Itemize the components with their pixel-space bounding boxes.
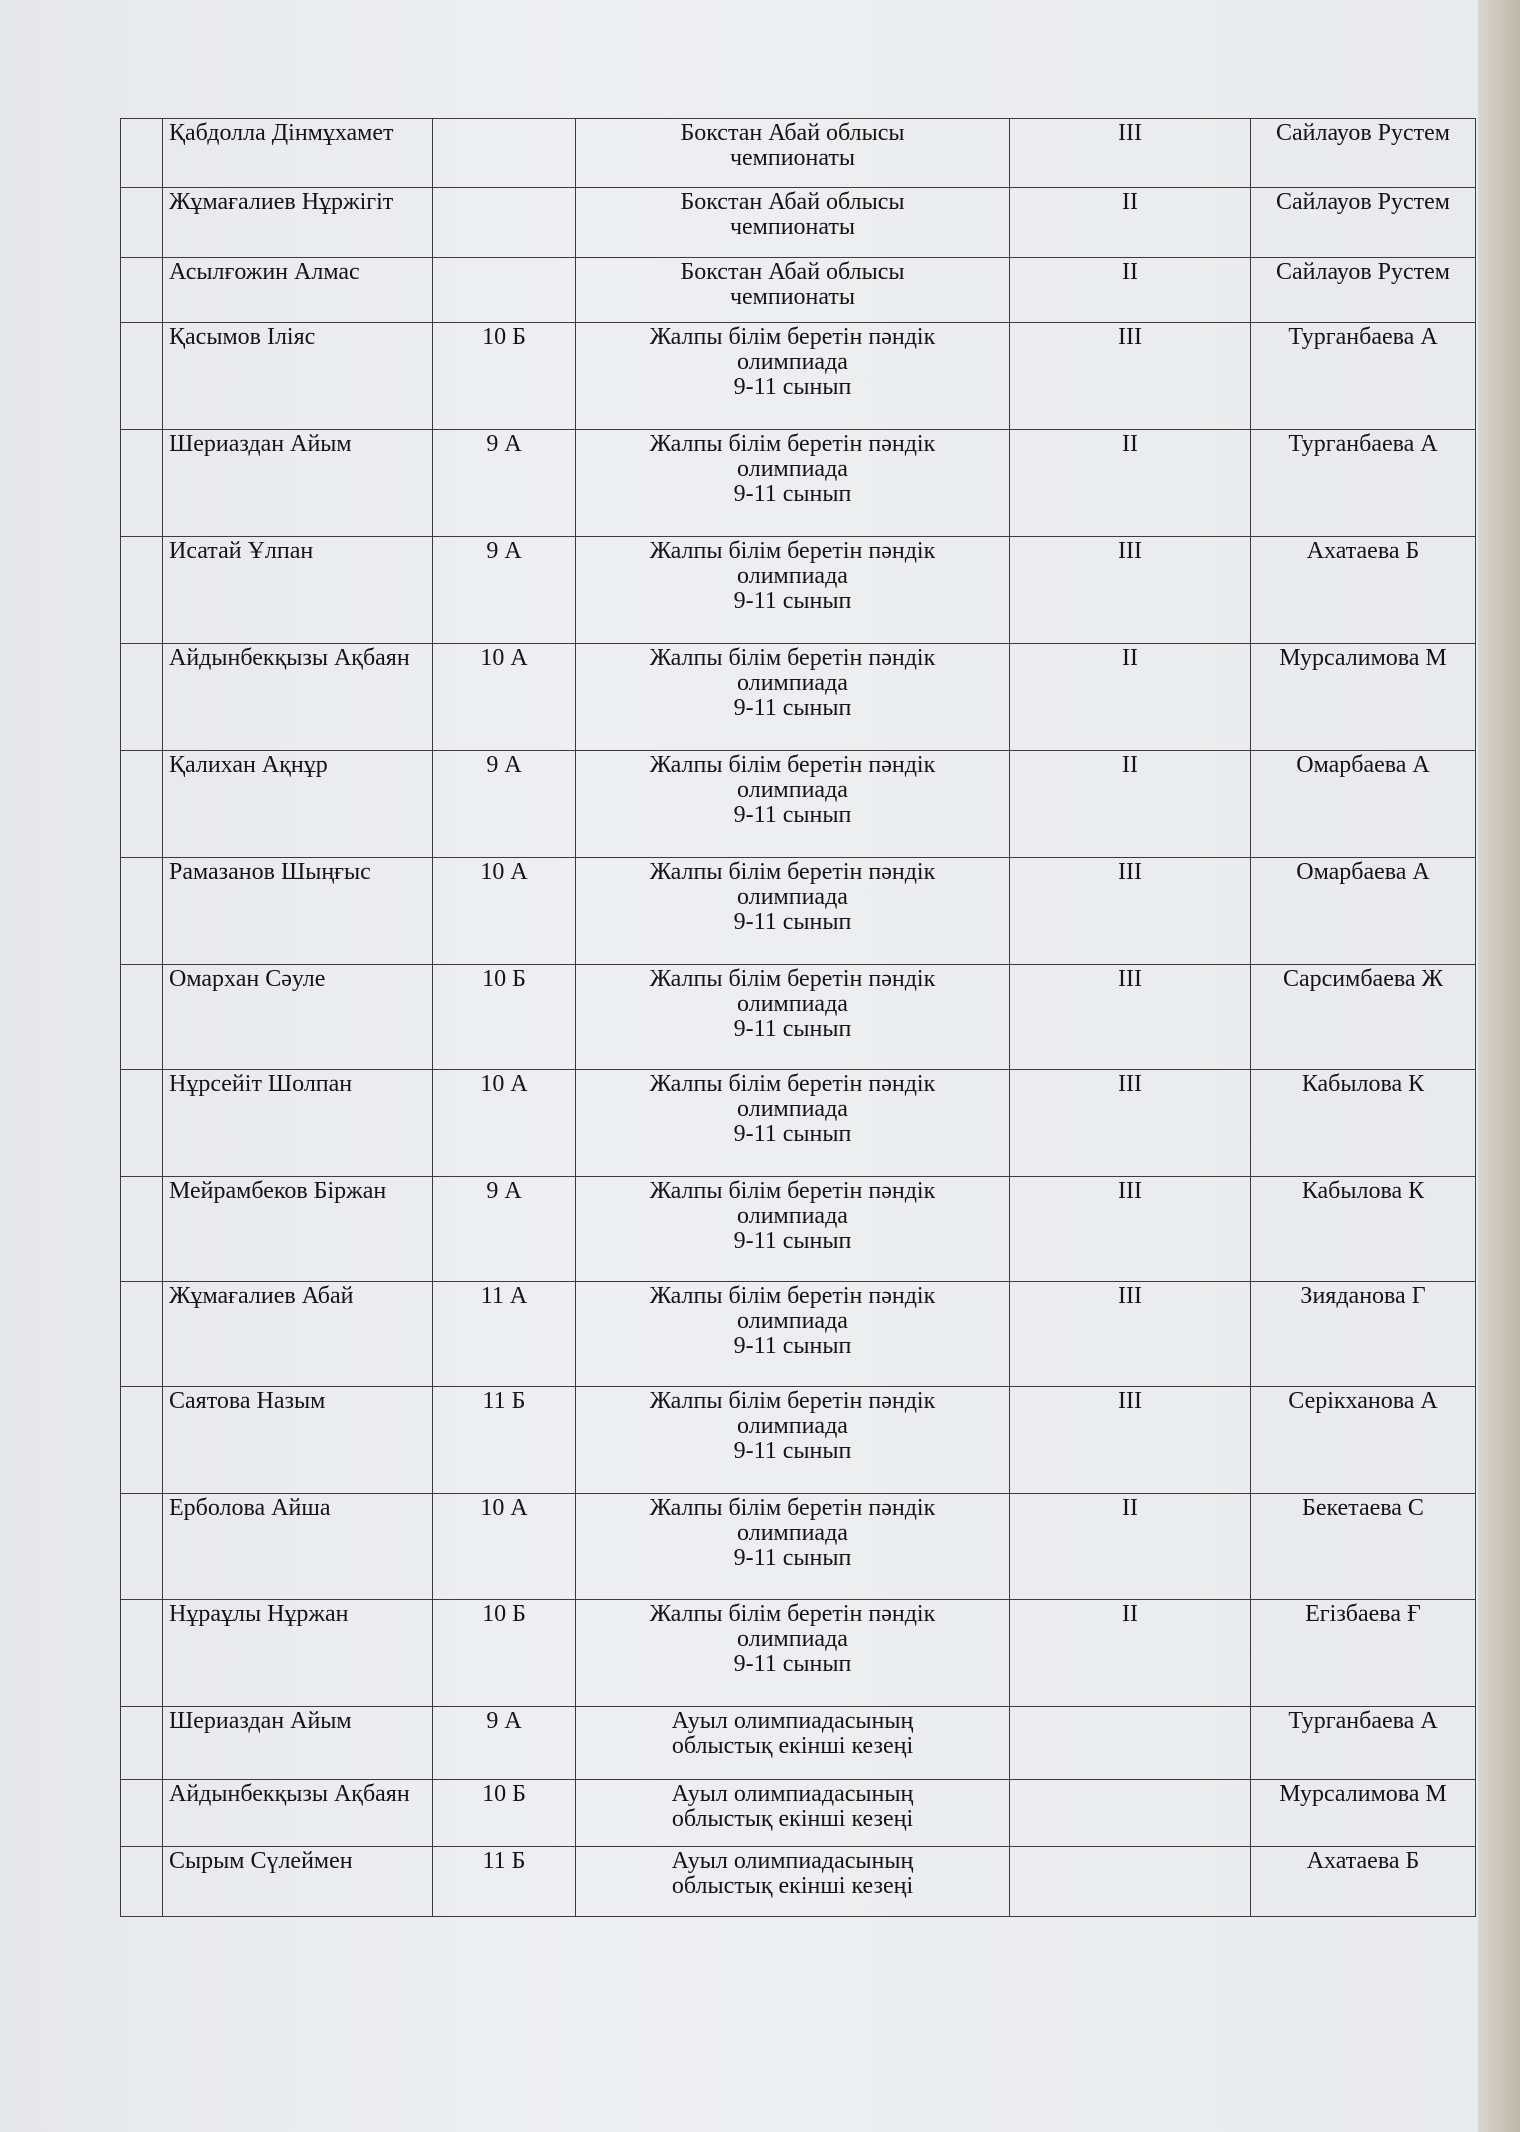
table-row (121, 751, 1476, 858)
event-cell (576, 965, 1010, 1070)
event-cell (576, 323, 1010, 430)
event-line: олимпиада (737, 1096, 848, 1122)
class-cell: 9 А (433, 537, 576, 644)
event-line: Жалпы білім беретін пәндік (649, 324, 936, 350)
teacher-cell: Сайлауов Рустем (1251, 258, 1476, 323)
place-cell: II (1010, 258, 1251, 323)
place-cell (1010, 1707, 1251, 1780)
event-line: олимпиада (737, 777, 848, 803)
event-line: 9-11 сынып (733, 1121, 852, 1147)
event-line: Жалпы білім беретін пәндік (649, 859, 936, 885)
class-cell: 11 Б (433, 1847, 576, 1917)
student-name: Қабдолла Дінмұхамет (163, 119, 433, 188)
index-cell (121, 1707, 163, 1780)
index-cell (121, 965, 163, 1070)
event-cell (576, 1600, 1010, 1707)
results-table (120, 118, 1476, 1917)
table-row (121, 858, 1476, 965)
teacher-cell: Турганбаева А (1251, 430, 1476, 537)
event-line: 9-11 сынып (733, 802, 852, 828)
table-row (121, 1387, 1476, 1494)
teacher-cell: Сайлауов Рустем (1251, 188, 1476, 258)
place-cell: II (1010, 1600, 1251, 1707)
student-name: Асылғожин Алмас (163, 258, 433, 323)
event-line: облыстық екінші кезеңі (671, 1733, 914, 1759)
teacher-cell: Турганбаева А (1251, 323, 1476, 430)
teacher-cell: Ахатаева Б (1251, 1847, 1476, 1917)
event-line: олимпиада (737, 563, 848, 589)
class-cell (433, 258, 576, 323)
student-name: Айдынбекқызы Ақбаян (163, 1780, 433, 1847)
place-cell: II (1010, 1494, 1251, 1600)
index-cell (121, 430, 163, 537)
event-cell (576, 1494, 1010, 1600)
event-cell (576, 537, 1010, 644)
event-line: Жалпы білім беретін пәндік (649, 1388, 936, 1414)
event-line: Жалпы білім беретін пәндік (649, 431, 936, 457)
index-cell (121, 188, 163, 258)
place-cell: III (1010, 537, 1251, 644)
place-cell (1010, 1780, 1251, 1847)
event-cell (576, 1387, 1010, 1494)
place-cell: III (1010, 858, 1251, 965)
event-cell (576, 1070, 1010, 1177)
place-cell: III (1010, 1387, 1251, 1494)
place-cell: II (1010, 644, 1251, 751)
event-line: Жалпы білім беретін пәндік (649, 1495, 936, 1521)
index-cell (121, 1847, 163, 1917)
teacher-cell: Омарбаева А (1251, 751, 1476, 858)
teacher-cell: Кабылова К (1251, 1177, 1476, 1282)
event-cell (576, 644, 1010, 751)
student-name: Рамазанов Шыңғыс (163, 858, 433, 965)
event-cell (576, 1282, 1010, 1387)
event-line: 9-11 сынып (733, 909, 852, 935)
index-cell (121, 1600, 163, 1707)
event-line: 9-11 сынып (733, 374, 852, 400)
table-row (121, 965, 1476, 1070)
place-cell (1010, 1847, 1251, 1917)
table-row (121, 188, 1476, 258)
table-row (121, 1847, 1476, 1917)
event-line: 9-11 сынып (733, 481, 852, 507)
teacher-cell: Мурсалимова М (1251, 644, 1476, 751)
class-cell: 11 Б (433, 1387, 576, 1494)
teacher-cell: Егізбаева Ғ (1251, 1600, 1476, 1707)
event-line: чемпионаты (729, 145, 856, 171)
page-stack-edge (1478, 0, 1520, 2132)
event-line: Ауыл олимпиадасының (671, 1781, 914, 1807)
table-row (121, 1070, 1476, 1177)
teacher-cell: Кабылова К (1251, 1070, 1476, 1177)
student-name: Исатай Ұлпан (163, 537, 433, 644)
class-cell: 9 А (433, 430, 576, 537)
student-name: Шериаздан Айым (163, 1707, 433, 1780)
index-cell (121, 119, 163, 188)
index-cell (121, 644, 163, 751)
event-line: олимпиада (737, 1203, 848, 1229)
teacher-cell: Сарсимбаева Ж (1251, 965, 1476, 1070)
event-cell (576, 119, 1010, 188)
student-name: Қасымов Іліяс (163, 323, 433, 430)
student-name: Жұмағалиев Абай (163, 1282, 433, 1387)
index-cell (121, 1494, 163, 1600)
event-line: олимпиада (737, 1308, 848, 1334)
student-name: Омархан Сәуле (163, 965, 433, 1070)
event-line: чемпионаты (729, 214, 856, 240)
event-line: Жалпы білім беретін пәндік (649, 966, 936, 992)
event-line: чемпионаты (729, 284, 856, 310)
teacher-cell: Турганбаева А (1251, 1707, 1476, 1780)
class-cell: 10 А (433, 858, 576, 965)
student-name: Нұраұлы Нұржан (163, 1600, 433, 1707)
event-cell (576, 751, 1010, 858)
student-name: Жұмағалиев Нұржігіт (163, 188, 433, 258)
teacher-cell: Бекетаева С (1251, 1494, 1476, 1600)
place-cell: III (1010, 1282, 1251, 1387)
index-cell (121, 258, 163, 323)
event-cell (576, 1847, 1010, 1917)
teacher-cell: Ахатаева Б (1251, 537, 1476, 644)
class-cell: 10 Б (433, 1600, 576, 1707)
event-cell (576, 858, 1010, 965)
table-row (121, 323, 1476, 430)
index-cell (121, 323, 163, 430)
place-cell: III (1010, 1070, 1251, 1177)
event-line: Жалпы білім беретін пәндік (649, 645, 936, 671)
event-line: Жалпы білім беретін пәндік (649, 1071, 936, 1097)
event-line: Жалпы білім беретін пәндік (649, 1601, 936, 1627)
table-row (121, 1707, 1476, 1780)
event-line: олимпиада (737, 670, 848, 696)
event-line: Жалпы білім беретін пәндік (649, 1283, 936, 1309)
event-line: 9-11 сынып (733, 1333, 852, 1359)
event-line: 9-11 сынып (733, 588, 852, 614)
place-cell: III (1010, 1177, 1251, 1282)
event-line: Ауыл олимпиадасының (671, 1708, 914, 1734)
event-cell (576, 430, 1010, 537)
class-cell: 10 А (433, 644, 576, 751)
student-name: Нұрсейіт Шолпан (163, 1070, 433, 1177)
table-row (121, 1600, 1476, 1707)
teacher-cell: Зияданова Г (1251, 1282, 1476, 1387)
class-cell: 9 А (433, 1707, 576, 1780)
event-cell (576, 1707, 1010, 1780)
class-cell (433, 119, 576, 188)
event-line: Жалпы білім беретін пәндік (649, 538, 936, 564)
class-cell: 10 А (433, 1494, 576, 1600)
student-name: Сырым Сүлеймен (163, 1847, 433, 1917)
event-line: 9-11 сынып (733, 1545, 852, 1571)
place-cell: III (1010, 323, 1251, 430)
event-line: олимпиада (737, 1413, 848, 1439)
class-cell: 10 Б (433, 323, 576, 430)
table-row (121, 430, 1476, 537)
event-cell (576, 1177, 1010, 1282)
event-cell (576, 1780, 1010, 1847)
index-cell (121, 1780, 163, 1847)
teacher-cell: Серікханова А (1251, 1387, 1476, 1494)
table-row (121, 537, 1476, 644)
event-line: Бокстан Абай облысы (680, 259, 905, 285)
table-row (121, 1177, 1476, 1282)
place-cell: II (1010, 751, 1251, 858)
place-cell: II (1010, 188, 1251, 258)
class-cell (433, 188, 576, 258)
event-line: олимпиада (737, 884, 848, 910)
event-line: Бокстан Абай облысы (680, 120, 905, 146)
table-row (121, 644, 1476, 751)
student-name: Шериаздан Айым (163, 430, 433, 537)
index-cell (121, 858, 163, 965)
event-line: олимпиада (737, 349, 848, 375)
place-cell: III (1010, 119, 1251, 188)
event-line: олимпиада (737, 991, 848, 1017)
index-cell (121, 1070, 163, 1177)
class-cell: 10 А (433, 1070, 576, 1177)
student-name: Қалихан Ақнұр (163, 751, 433, 858)
event-line: Ауыл олимпиадасының (671, 1848, 914, 1874)
student-name: Ерболова Айша (163, 1494, 433, 1600)
place-cell: II (1010, 430, 1251, 537)
class-cell: 10 Б (433, 1780, 576, 1847)
table-row (121, 1282, 1476, 1387)
class-cell: 11 А (433, 1282, 576, 1387)
event-line: облыстық екінші кезеңі (671, 1806, 914, 1832)
event-line: Бокстан Абай облысы (680, 189, 905, 215)
place-cell: III (1010, 965, 1251, 1070)
class-cell: 9 А (433, 1177, 576, 1282)
table-row (121, 258, 1476, 323)
table-row (121, 1494, 1476, 1600)
event-line: олимпиада (737, 1520, 848, 1546)
table-row (121, 1780, 1476, 1847)
index-cell (121, 1282, 163, 1387)
index-cell (121, 1387, 163, 1494)
event-line: 9-11 сынып (733, 1228, 852, 1254)
event-cell (576, 258, 1010, 323)
student-name: Айдынбекқызы Ақбаян (163, 644, 433, 751)
event-line: 9-11 сынып (733, 1016, 852, 1042)
event-line: 9-11 сынып (733, 695, 852, 721)
student-name: Саятова Назым (163, 1387, 433, 1494)
index-cell (121, 537, 163, 644)
event-line: олимпиада (737, 456, 848, 482)
teacher-cell: Мурсалимова М (1251, 1780, 1476, 1847)
event-line: облыстық екінші кезеңі (671, 1873, 914, 1899)
event-line: 9-11 сынып (733, 1438, 852, 1464)
event-line: олимпиада (737, 1626, 848, 1652)
event-cell (576, 188, 1010, 258)
event-line: Жалпы білім беретін пәндік (649, 1178, 936, 1204)
table-row (121, 119, 1476, 188)
class-cell: 9 А (433, 751, 576, 858)
teacher-cell: Омарбаева А (1251, 858, 1476, 965)
index-cell (121, 1177, 163, 1282)
index-cell (121, 751, 163, 858)
event-line: Жалпы білім беретін пәндік (649, 752, 936, 778)
class-cell: 10 Б (433, 965, 576, 1070)
student-name: Мейрамбеков Біржан (163, 1177, 433, 1282)
event-line: 9-11 сынып (733, 1651, 852, 1677)
teacher-cell: Сайлауов Рустем (1251, 119, 1476, 188)
